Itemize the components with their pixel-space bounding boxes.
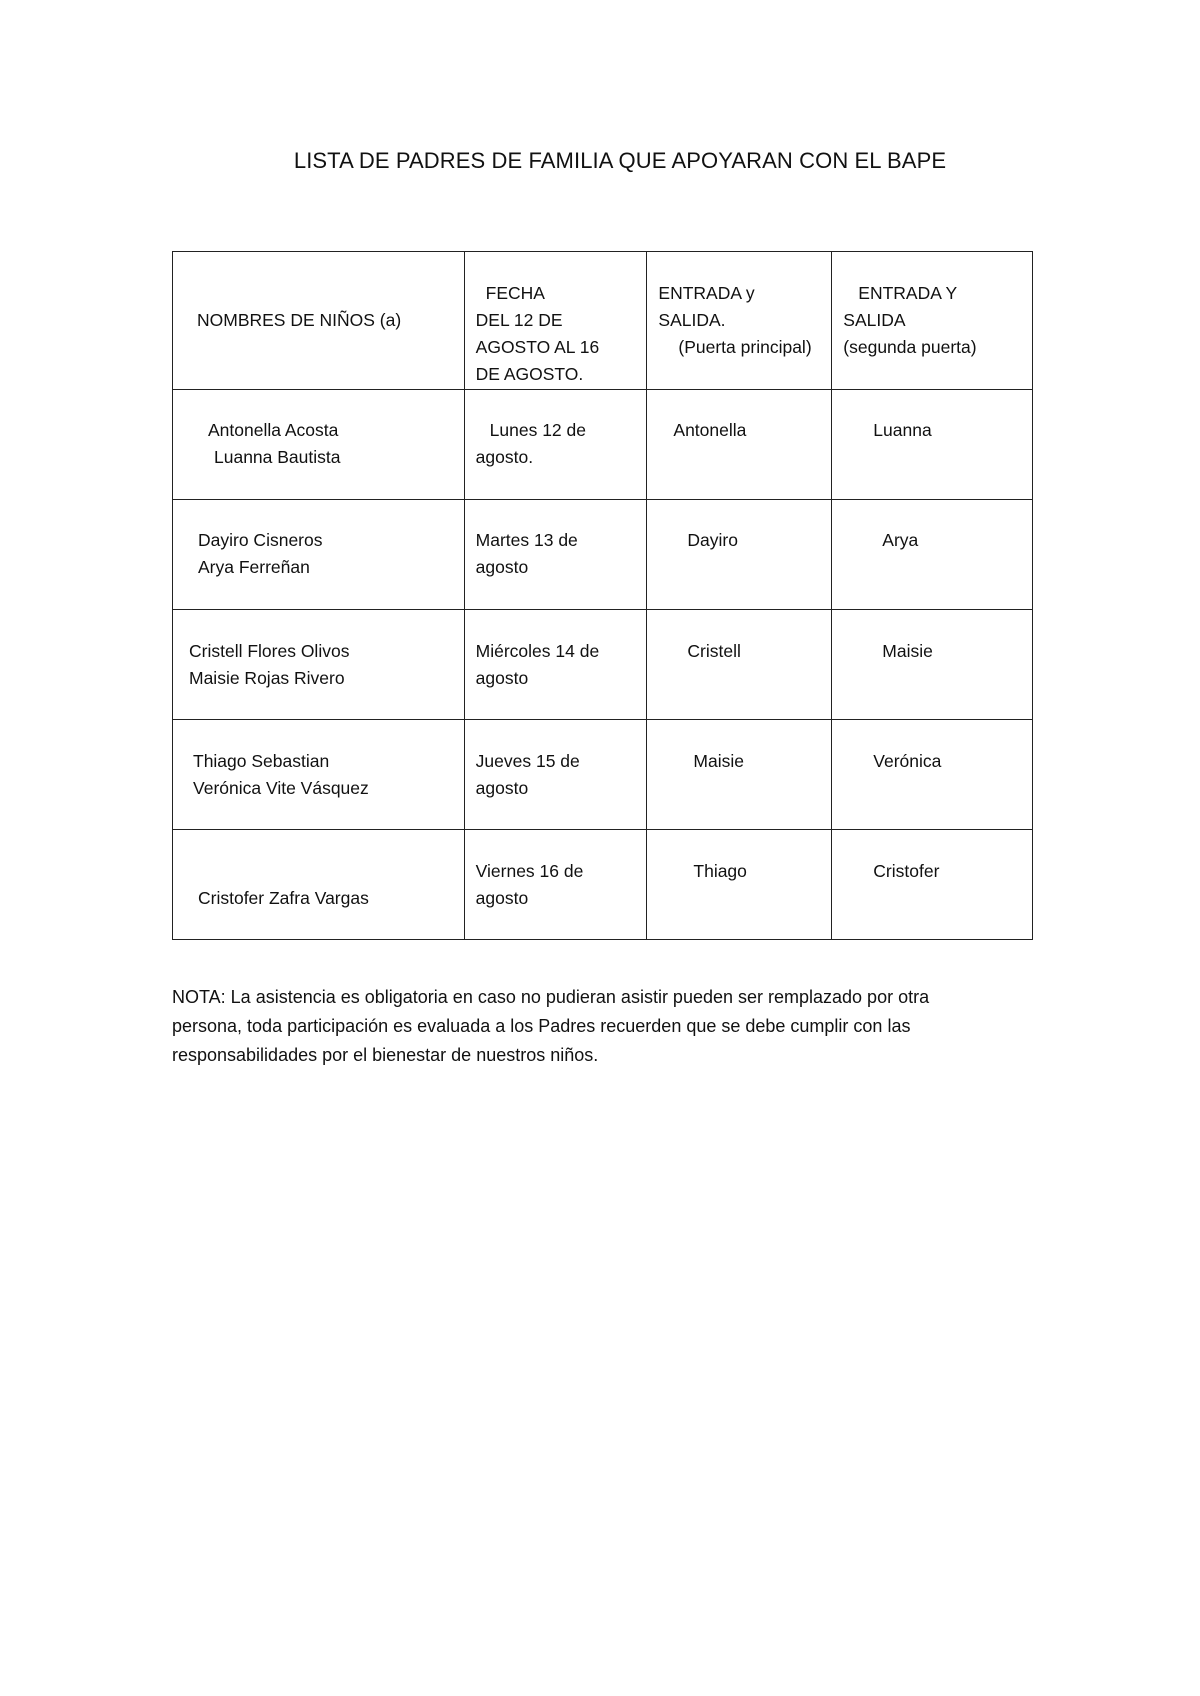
main-door-cell xyxy=(647,390,832,500)
header-main-door-line: (Puerta principal) xyxy=(678,337,812,357)
date-line: Martes 13 de xyxy=(475,530,578,550)
date-cell xyxy=(464,830,647,940)
document-title: LISTA DE PADRES DE FAMILIA QUE APOYARAN CON EL BAPE xyxy=(293,148,947,173)
date-line: Viernes 16 de xyxy=(475,861,584,881)
header-date xyxy=(464,252,647,390)
main-door-name: Maisie xyxy=(693,751,744,771)
date-line: agosto xyxy=(475,778,529,798)
main-door-name: Cristell xyxy=(687,641,741,661)
second-door-cell xyxy=(832,390,1033,500)
date-line: agosto xyxy=(475,557,529,577)
schedule-table xyxy=(172,251,1033,940)
names-cell xyxy=(173,830,465,940)
header-main-door-line: ENTRADA y xyxy=(658,283,755,303)
second-door-name: Maisie xyxy=(882,641,933,661)
child-name: Thiago Sebastian xyxy=(193,751,330,771)
date-line: agosto. xyxy=(475,447,534,467)
header-main-door xyxy=(647,252,832,390)
header-date-line: FECHA xyxy=(485,283,545,303)
header-second-door-line: (segunda puerta) xyxy=(843,337,977,357)
table-row xyxy=(173,720,1033,830)
date-line: agosto xyxy=(475,888,529,908)
date-cell xyxy=(464,610,647,720)
header-second-door-line: SALIDA xyxy=(843,310,906,330)
header-date-line: DEL 12 DE xyxy=(475,310,563,330)
note-paragraph xyxy=(172,983,1052,1070)
names-cell xyxy=(173,500,465,610)
table-row xyxy=(173,610,1033,720)
second-door-cell xyxy=(832,720,1033,830)
child-name: Cristofer Zafra Vargas xyxy=(198,888,369,908)
note-line: responsabilidades por el bienestar de nuestros niños. xyxy=(172,1045,599,1065)
names-cell xyxy=(173,610,465,720)
child-name: Antonella Acosta xyxy=(208,420,339,440)
table-row xyxy=(173,830,1033,940)
header-date-line: DE AGOSTO. xyxy=(475,364,584,384)
date-line: agosto xyxy=(475,668,529,688)
header-names xyxy=(173,252,465,390)
child-name: Cristell Flores Olivos xyxy=(189,641,350,661)
table-row xyxy=(173,390,1033,500)
child-name: Luanna Bautista xyxy=(214,447,341,467)
date-line: Lunes 12 de xyxy=(489,420,586,440)
date-cell xyxy=(464,720,647,830)
date-line: Miércoles 14 de xyxy=(475,641,600,661)
header-second-door-line: ENTRADA Y xyxy=(858,283,958,303)
table-header-row xyxy=(173,252,1033,390)
main-door-cell xyxy=(647,610,832,720)
child-name: Maisie Rojas Rivero xyxy=(189,668,345,688)
note-line: NOTA: La asistencia es obligatoria en caso no pudieran asistir pueden ser remplazado por otra xyxy=(172,987,930,1007)
second-door-name: Cristofer xyxy=(873,861,940,881)
names-cell xyxy=(173,720,465,830)
child-name: Verónica Vite Vásquez xyxy=(193,778,369,798)
date-cell xyxy=(464,390,647,500)
second-door-cell xyxy=(832,500,1033,610)
child-name: Arya Ferreñan xyxy=(198,557,310,577)
main-door-cell xyxy=(647,720,832,830)
main-door-name: Antonella xyxy=(673,420,747,440)
second-door-name: Arya xyxy=(882,530,919,550)
child-name: Dayiro Cisneros xyxy=(198,530,323,550)
table-row xyxy=(173,500,1033,610)
date-line: Jueves 15 de xyxy=(475,751,580,771)
header-second-door xyxy=(832,252,1033,390)
main-door-name: Thiago xyxy=(693,861,747,881)
second-door-cell xyxy=(832,610,1033,720)
names-cell xyxy=(173,390,465,500)
header-main-door-line: SALIDA. xyxy=(658,310,726,330)
main-door-cell xyxy=(647,830,832,940)
second-door-cell xyxy=(832,830,1033,940)
header-date-line: AGOSTO AL 16 xyxy=(475,337,600,357)
header-names-label: NOMBRES DE NIÑOS (a) xyxy=(197,310,402,330)
main-door-cell xyxy=(647,500,832,610)
second-door-name: Luanna xyxy=(873,420,932,440)
main-door-name: Dayiro xyxy=(687,530,738,550)
second-door-name: Verónica xyxy=(873,751,942,771)
date-cell xyxy=(464,500,647,610)
note-line: persona, toda participación es evaluada a los Padres recuerden que se debe cumplir con las xyxy=(172,1016,911,1036)
